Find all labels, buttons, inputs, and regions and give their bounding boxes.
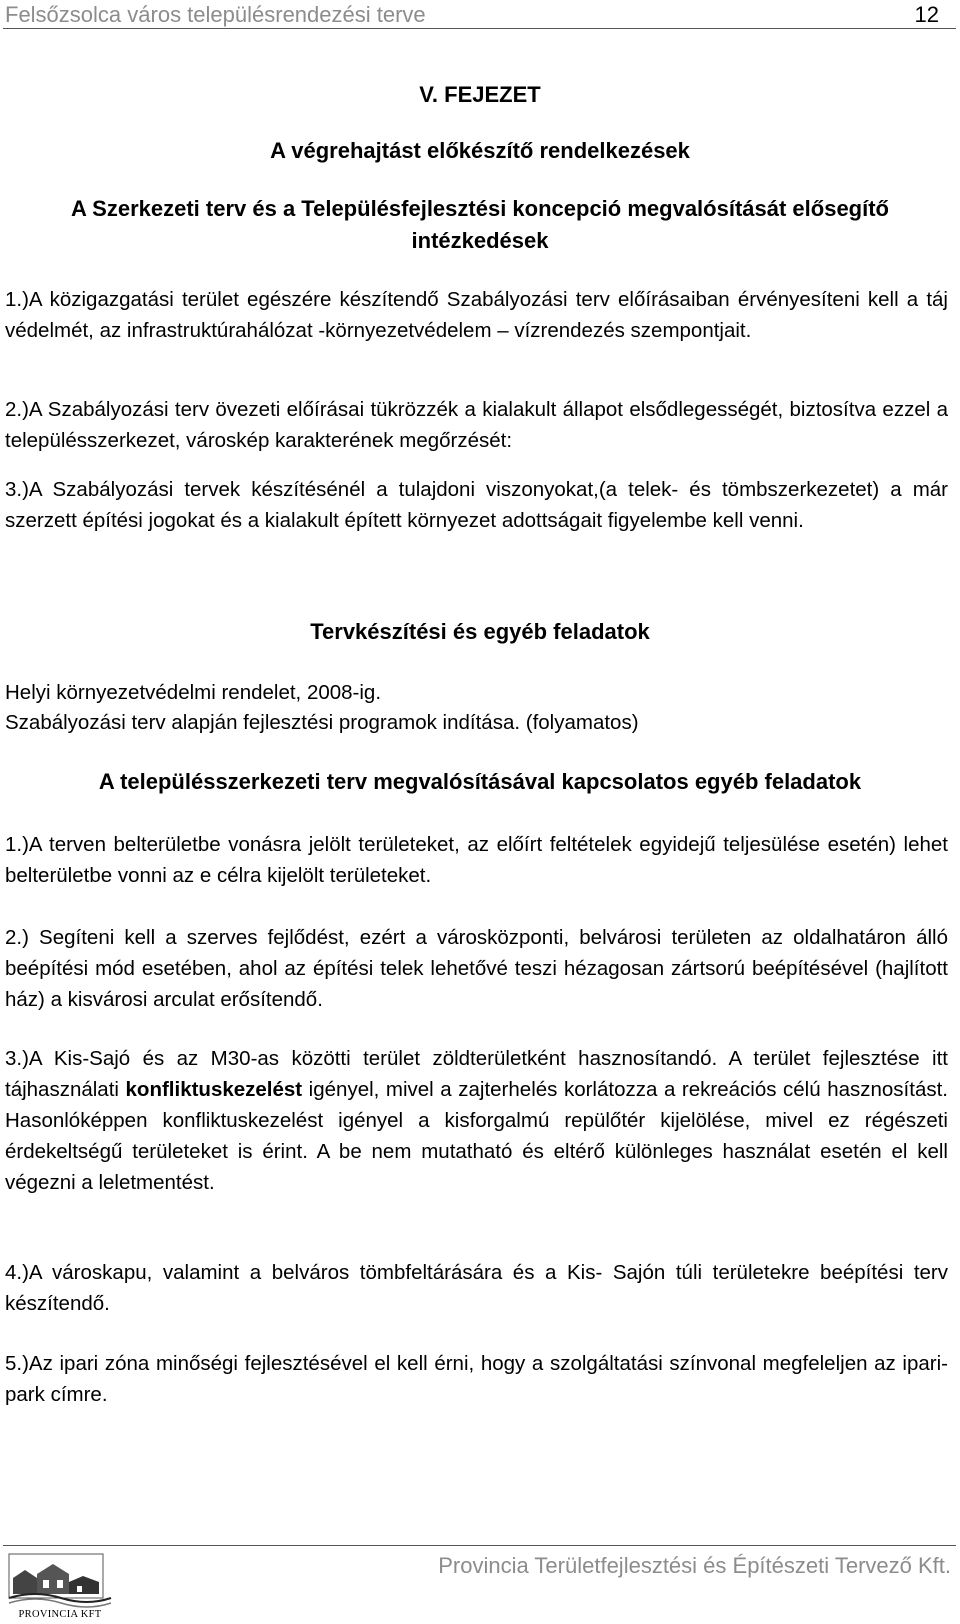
logo-caption: PROVINCIA KFT: [18, 1609, 102, 1620]
other-task-5: 5.)Az ipari zóna minőségi fejlesztésével el kell érni, hogy a szolgáltatási színvonal megfeleljen az ipari-park címre.: [5, 1352, 948, 1406]
document-title: Felsőzsolca város településrendezési terve: [5, 2, 426, 27]
chapter-subtitle-line1: A Szerkezeti terv és a Településfejlesztési koncepció megvalósítását elősegítő: [70, 196, 889, 221]
page-header: [0, 0, 960, 32]
paragraph-1: 1.)A közigazgatási terület egészére készítendő Szabályozási terv előírásaiban érvényesíteni kell a táj védelmét, az infrastruktúrahálózat -környezetvédelem – vízrendezés szempontjait.: [5, 288, 948, 342]
task-line-2: Szabályozási terv alapján fejlesztési programok indítása. (folyamatos): [5, 711, 639, 734]
chapter-subtitle-line2: intézkedések: [411, 228, 549, 253]
other-task-1: 1.)A terven belterületbe vonásra jelölt területeket, az előírt feltételek egyidejű teljesülése esetén) lehet belterületbe vonni az e célra kijelölt területeket.: [5, 833, 948, 887]
task-line-1: Helyi környezetvédelmi rendelet, 2008-ig.: [5, 681, 382, 704]
paragraph-2: 2.)A Szabályozási terv övezeti előírásai tükrözzék a kialakult állapot elsődlegességét, biztosítva ezzel a településszerkezet, városkép karakterének megőrzését:: [5, 398, 948, 452]
other-task-3-text-b: igényel, mivel a zajterhelés korlátozza a rekreációs célú hasznosítást. Hasonlóképpen konfliktuskezelést igényel a kisforgalmú repülőtér kijelölése, mivel ez régészeti érdekeltségű területeket is érint. A be nem mutatható és eltérő különleges használat esetén el kell végezni a leletmentést.: [5, 1078, 948, 1194]
other-task-3-text-a: 3.)A Kis-Sajó és az M30-as közötti terület zöldterületként hasznosítandó. A terület fejlesztése itt tájhasználati: [5, 1047, 948, 1101]
other-task-2: 2.) Segíteni kell a szerves fejlődést, ezért a városközponti, belvárosi területen az oldalhatáron álló beépítési mód esetében, ahol az építési telek lehetővé teszi hézagosan zártsorú beépítésével (hajlított ház) a kisvárosi arculat erősítendő.: [5, 926, 948, 1011]
company-logo: [5, 1548, 115, 1622]
chapter-number: V. FEJEZET: [419, 82, 541, 107]
chapter-title: A végrehajtást előkészítő rendelkezések: [270, 138, 690, 163]
paragraph-3: 3.)A Szabályozási tervek készítésénél a tulajdoni viszonyokat,(a telek- és tömbszerkezetet) a már szerzett építési jogokat és a kialakult épített környezet adottságait figyelembe kell venni.: [5, 478, 948, 532]
building-icon: [5, 1548, 115, 1608]
header-divider: [3, 28, 956, 29]
other-task-3-bold: konfliktuskezelést: [125, 1078, 303, 1101]
section-heading-tasks: Tervkészítési és egyéb feladatok: [310, 619, 650, 644]
section-heading-other-tasks: A településszerkezeti terv megvalósításával kapcsolatos egyéb feladatok: [98, 769, 862, 794]
other-task-3: [5, 1043, 948, 1198]
page-number: 12: [914, 2, 939, 27]
footer-company: Provincia Területfejlesztési és Építészeti Tervező Kft.: [438, 1553, 951, 1578]
footer-divider: [3, 1545, 956, 1546]
other-task-4: 4.)A városkapu, valamint a belváros tömbfeltárására és a Kis- Sajón túli területekre beépítési terv készítendő.: [5, 1261, 948, 1315]
